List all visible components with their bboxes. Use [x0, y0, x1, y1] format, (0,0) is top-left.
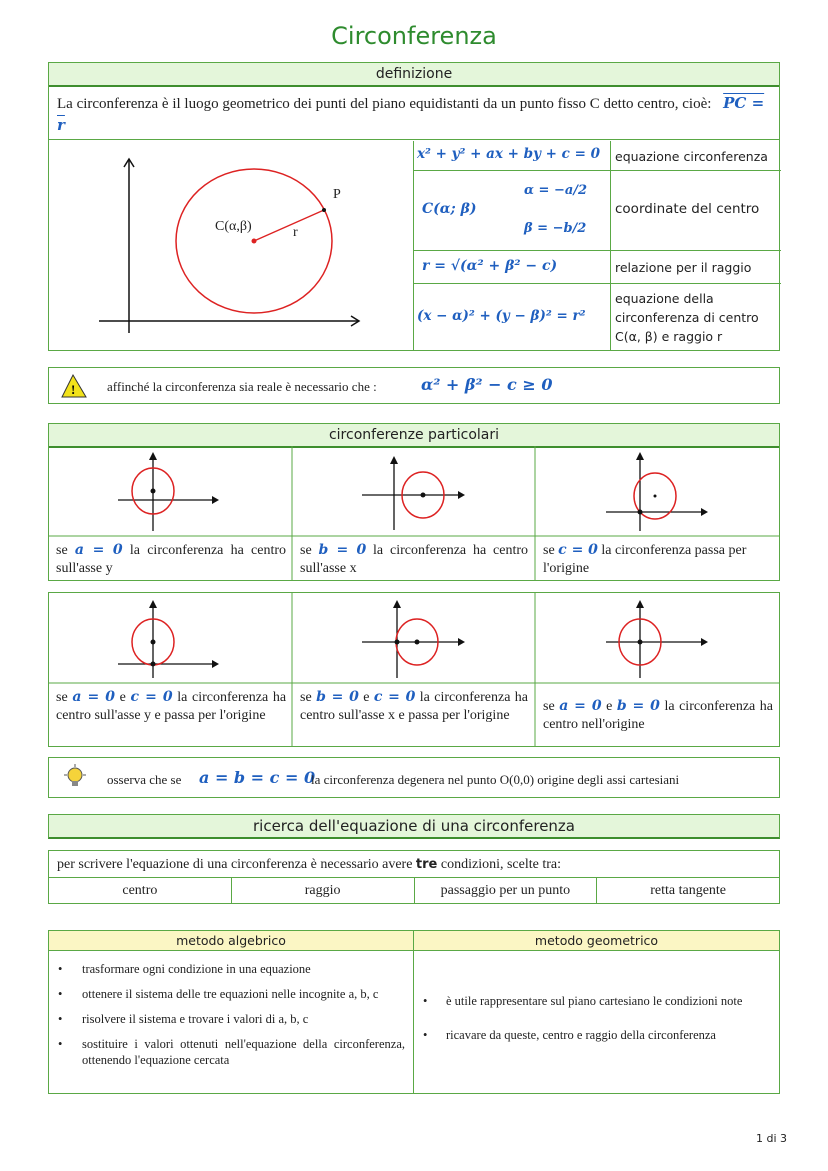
- definition-header: definizione: [49, 63, 779, 87]
- case-b0: se b = 0 la circonferenza ha centro sull'asse x: [300, 542, 529, 576]
- conditions-intro: per scrivere l'equazione di una circonferenza è necessario avere tre condizioni, scelte tra:: [49, 851, 779, 878]
- list-item: • ottenere il sistema delle tre equazioni nelle incognite a, b, c: [49, 986, 405, 1002]
- formula-center: [414, 171, 611, 251]
- center-formula: C(α; β): [422, 201, 477, 217]
- point-label: P: [333, 187, 341, 202]
- definition-box: [48, 62, 780, 351]
- svg-text:!: !: [71, 382, 76, 397]
- warning-icon: [59, 373, 87, 399]
- formula-table: [413, 141, 780, 351]
- observe-post: la circonferenza degenera nel punto O(0,0) origine degli assi cartesiani: [311, 772, 680, 787]
- desc-general: equazione circonferenza: [611, 141, 781, 171]
- case-a0-b0: se a = 0 e b = 0 la circonferenza ha centro nell'origine: [543, 698, 773, 732]
- definition-math: PC = r: [57, 94, 765, 134]
- list-item: • risolvere il sistema e trovare i valori di a, b, c: [49, 1011, 405, 1027]
- algebraic-list: [49, 951, 414, 1093]
- condition-raggio: raggio: [232, 878, 415, 903]
- methods-table: [48, 930, 780, 1094]
- definition-sentence: La circonferenza è il luogo geometrico dei punti del piano equidistanti da un punto fisso C detto centro, cioè:: [57, 96, 712, 112]
- search-header: ricerca dell'equazione di una circonferenza: [48, 814, 780, 839]
- page-title: Circonferenza: [331, 22, 497, 50]
- case-a0-c0: se a = 0 e c = 0 la circonferenza ha centro sull'asse y e passa per l'origine: [56, 689, 287, 723]
- case-b0-c0: se b = 0 e c = 0 la circonferenza ha centro sull'asse x e passa per l'origine: [300, 689, 529, 723]
- formula-canonical: (x − α)² + (y − β)² = r²: [414, 284, 611, 351]
- special-cases-header: circonferenze particolari: [49, 424, 779, 448]
- definition-text: [49, 87, 779, 140]
- warning-math: α² + β² − c ≥ 0: [421, 375, 553, 394]
- case-a0: se a = 0 la circonferenza ha centro sull'asse y: [56, 542, 287, 576]
- case-c0: se c = 0 la circonferenza passa per l'origine: [543, 542, 747, 576]
- observe-pre: osserva che se: [107, 772, 182, 787]
- geometric-header: metodo geometrico: [534, 933, 659, 948]
- condition-centro: centro: [49, 878, 232, 903]
- list-item: • ricavare da queste, centro e raggio della circonferenza: [414, 1027, 771, 1043]
- list-item: • è utile rappresentare sul piano cartesiano le condizioni note: [414, 993, 771, 1009]
- algebraic-header: metodo algebrico: [49, 931, 414, 950]
- desc-canonical: equazione della circonferenza di centro C(α, β) e raggio r: [615, 291, 759, 344]
- observe-math: a = b = c = 0: [199, 768, 316, 787]
- desc-center: coordinate del centro: [611, 171, 781, 251]
- condition-punto: passaggio per un punto: [415, 878, 598, 903]
- formula-general: x² + y² + ax + by + c = 0: [414, 141, 611, 171]
- formula-radius: r = √(α² + β² − c): [414, 251, 611, 284]
- page-number: 1 di 3: [756, 1132, 788, 1145]
- warning-text: affinché la circonferenza sia reale è necessario che :: [107, 379, 377, 394]
- observe-box: [48, 757, 780, 798]
- conditions-box: [48, 850, 780, 904]
- radius-label: r: [293, 225, 298, 240]
- alpha-formula: α = −a/2: [524, 183, 588, 198]
- desc-radius: relazione per il raggio: [611, 251, 781, 284]
- condition-tangente: retta tangente: [650, 883, 727, 898]
- lightbulb-icon: [63, 764, 87, 790]
- list-item: • sostituire i valori ottenuti nell'equazione della circonferenza, ottenendo l'equazione cercata: [49, 1036, 405, 1068]
- beta-formula: β = −b/2: [524, 221, 587, 236]
- warning-box: [48, 367, 780, 404]
- center-label: C(α,β): [215, 219, 252, 234]
- list-item: • trasformare ogni condizione in una equazione: [49, 961, 405, 977]
- geometric-list: [414, 951, 779, 1093]
- circle-diagram: [49, 141, 414, 351]
